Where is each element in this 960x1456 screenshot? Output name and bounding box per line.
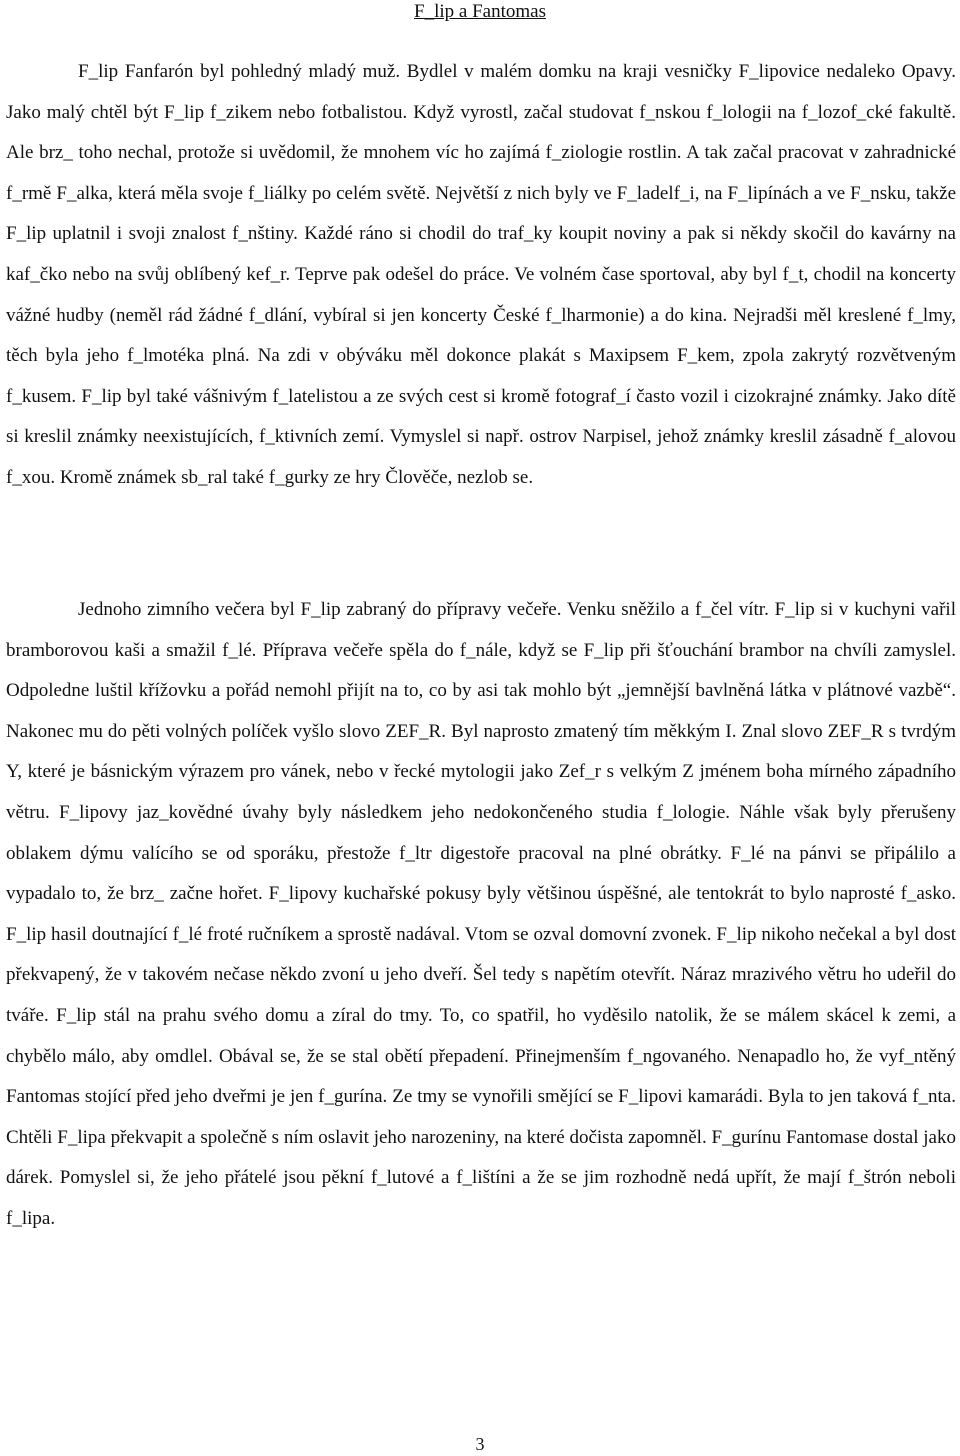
paragraph-2: Jednoho zimního večera byl F_lip zabraný do přípravy večeře. Venku sněžilo a f_čel vítr. F_lip si v kuchyni vařil bramborovou kaši a smažil f_lé. Příprava večeře spěla do f_nále, když se F_lip při šťouchání brambor na chvíli zamyslel. Odpoledne luštil křížovku a pořád nemohl přijít na to, co by asi tak mohlo být „jemnější bavlněná látka v plátnové vazbě“. Nakonec mu do pěti volných políček vyšlo slovo ZEF_R. Byl naprosto zmatený tím měkkým I. Znal slovo ZEF_R s tvrdým Y, které je básnickým výrazem pro vánek, nebo v řecké mytologii jako Zef_r s velkým Z jménem boha mírného západního větru. F_lipovy jaz_kovědné úvahy byly následkem jeho nedokončeného studia f_lologie. Náhle však byly přerušeny oblakem dýmu valícího se od sporáku, přestože f_ltr digestoře pracoval na plné obrátky. F_lé na pánvi se připálilo a vypadalo to, že brz_ začne hořet. F_lipovy kuchařské pokusy byly většinou úspěšné, ale tentokrát to bylo naprosté f_asko. F_lip hasil doutnající f_lé froté ručníkem a sprostě nadával. Vtom se ozval domovní zvonek. F_lip nikoho nečekal a byl dost překvapený, že v takovém nečase někdo zvoní u jeho dveří. Šel tedy s napětím otevřít. Náraz mrazivého větru ho udeřil do tváře. F_lip stál na prahu svého domu a zíral do tmy. To, co spatřil, ho vyděsilo natolik, že se málem skácel k zemi, a chybělo málo, aby omdlel. Obával se, že se stal obětí přepadení. Přinejmenším f_ngovaného. Nenapadlo ho, že vyf_ntěný Fantomas stojící před jeho dveřmi je jen f_gurína. Ze tmy se vynořili smějící se F_lipovi kamarádi. Byla to jen taková f_nta. Chtěli F_lipa překvapit a společně s ním oslavit jeho narozeniny, na které dočista zapomněl. F_gurínu Fantomase dostal jako dárek. Pomyslel si, že jeho přátelé jsou pěkní f_lutové a f_lištíni a že se jim rozhodně nedá upřít, že mají f_štrón neboli f_lipa. [6,599,956,1229]
paragraph-1: F_lip Fanfarón byl pohledný mladý muž. Bydlel v malém domku na kraji vesničky F_lipovice nedaleko Opavy. Jako malý chtěl být F_lip f_zikem nebo fotbalistou. Když vyrostl, začal studovat f_nskou f_lologii na f_lozof_cké fakultě. Ale brz_ toho nechal, protože si uvědomil, že mnohem víc ho zajímá f_ziologie rostlin. A tak začal pracovat v zahradnické f_rmě F_alka, která měla svoje f_liálky po celém světě. Největší z nich byly ve F_ladelf_i, na F_lipínách a ve F_nsku, takže F_lip uplatnil i svoji znalost f_nštiny. Každé ráno si chodil do traf_ky koupit noviny a pak si někdy skočil do kavárny na kaf_čko nebo na svůj oblíbený kef_r. Teprve pak odešel do práce. Ve volném čase sportoval, aby byl f_t, chodil na koncerty vážné hudby (neměl rád žádné f_dlání, vybíral si jen koncerty České f_lharmonie) a do kina. Nejradši měl kreslené f_lmy, těch byla jeho f_lmotéka plná. Na zdi v obýváku měl dokonce plakát s Maxipsem F_kem, zpola zakrytý rozvětveným f_kusem. F_lip byl také vášnivým f_latelistou a ze svých cest si kromě fotograf_í často vozil i cizokrajné známky. Jako dítě si kreslil známky neexistujících, f_ktivních zemí. Vymyslel si např. ostrov Narpisel, jehož známky kreslil zásadně f_alovou f_xou. Kromě známek sb_ral také f_gurky ze hry Člověče, nezlob se. [6,61,956,488]
page-number: 3 [475,1434,485,1454]
document-title: F_lip a Fantomas [414,1,546,22]
